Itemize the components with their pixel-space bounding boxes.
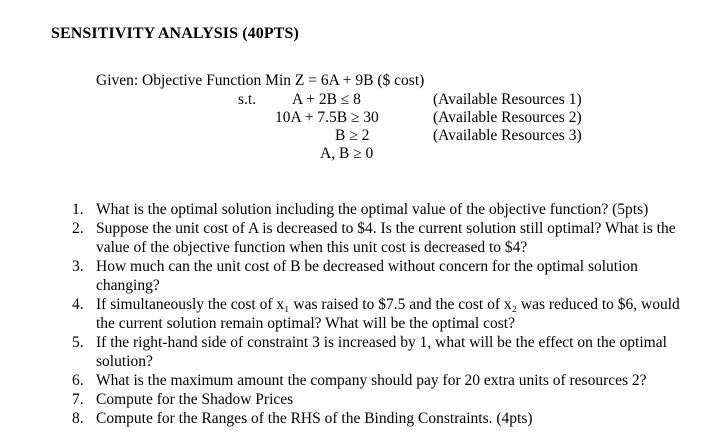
question-item (72, 390, 684, 409)
constraint-1: A + 2B ≤ 8 (292, 91, 361, 108)
question-text: Compute for the Ranges of the RHS of the Binding Constraints. (4pts) (96, 410, 533, 427)
question-number: 5. (72, 334, 84, 351)
question-number: 1. (72, 201, 84, 218)
page-heading: SENSITIVITY ANALYSIS (40PTS) (51, 25, 299, 42)
question-number: 8. (72, 410, 84, 427)
question-number: 4. (72, 296, 84, 313)
resource-label-1: (Available Resources 1) (433, 91, 582, 108)
question-item (72, 257, 684, 295)
question-text: What is the maximum amount the company should pay for 20 extra units of resources 2? (96, 372, 647, 389)
question-number: 2. (72, 220, 84, 237)
question-text: What is the optimal solution including the optimal value of the objective function? (5pts) (96, 201, 649, 218)
constraint-3: B ≥ 2 (335, 127, 370, 144)
resource-label-2: (Available Resources 2) (433, 109, 582, 126)
question-item (72, 200, 684, 219)
question-item (72, 219, 684, 257)
question-text: If simultaneously the cost of x₁ was raised to $7.5 and the cost of x₂ was reduced to $6, would the current solution remain optimal? What will be the optimal cost? (96, 296, 680, 332)
question-item (72, 295, 684, 333)
resource-label-3: (Available Resources 3) (433, 127, 582, 144)
question-number: 7. (72, 391, 84, 408)
st-label: s.t. (238, 91, 257, 108)
question-item (72, 333, 684, 371)
question-text: How much can the unit cost of B be decreased without concern for the optimal solution changing? (96, 258, 638, 294)
question-number: 3. (72, 258, 84, 275)
non-negativity-constraint: A, B ≥ 0 (320, 145, 374, 162)
question-text: If the right-hand side of constraint 3 is increased by 1, what will be the effect on the optimal solution? (96, 334, 667, 370)
question-list (72, 200, 684, 428)
question-item (72, 409, 684, 428)
question-text: Suppose the unit cost of A is decreased to $4. Is the current solution still optimal? What is the value of the objective function when this unit cost is decreased to $4? (96, 220, 676, 256)
constraint-2: 10A + 7.5B ≥ 30 (275, 109, 379, 126)
objective-function-line: Given: Objective Function Min Z = 6A + 9B ($ cost) (96, 72, 425, 89)
question-item (72, 371, 684, 390)
question-text: Compute for the Shadow Prices (96, 391, 294, 408)
question-number: 6. (72, 372, 84, 389)
